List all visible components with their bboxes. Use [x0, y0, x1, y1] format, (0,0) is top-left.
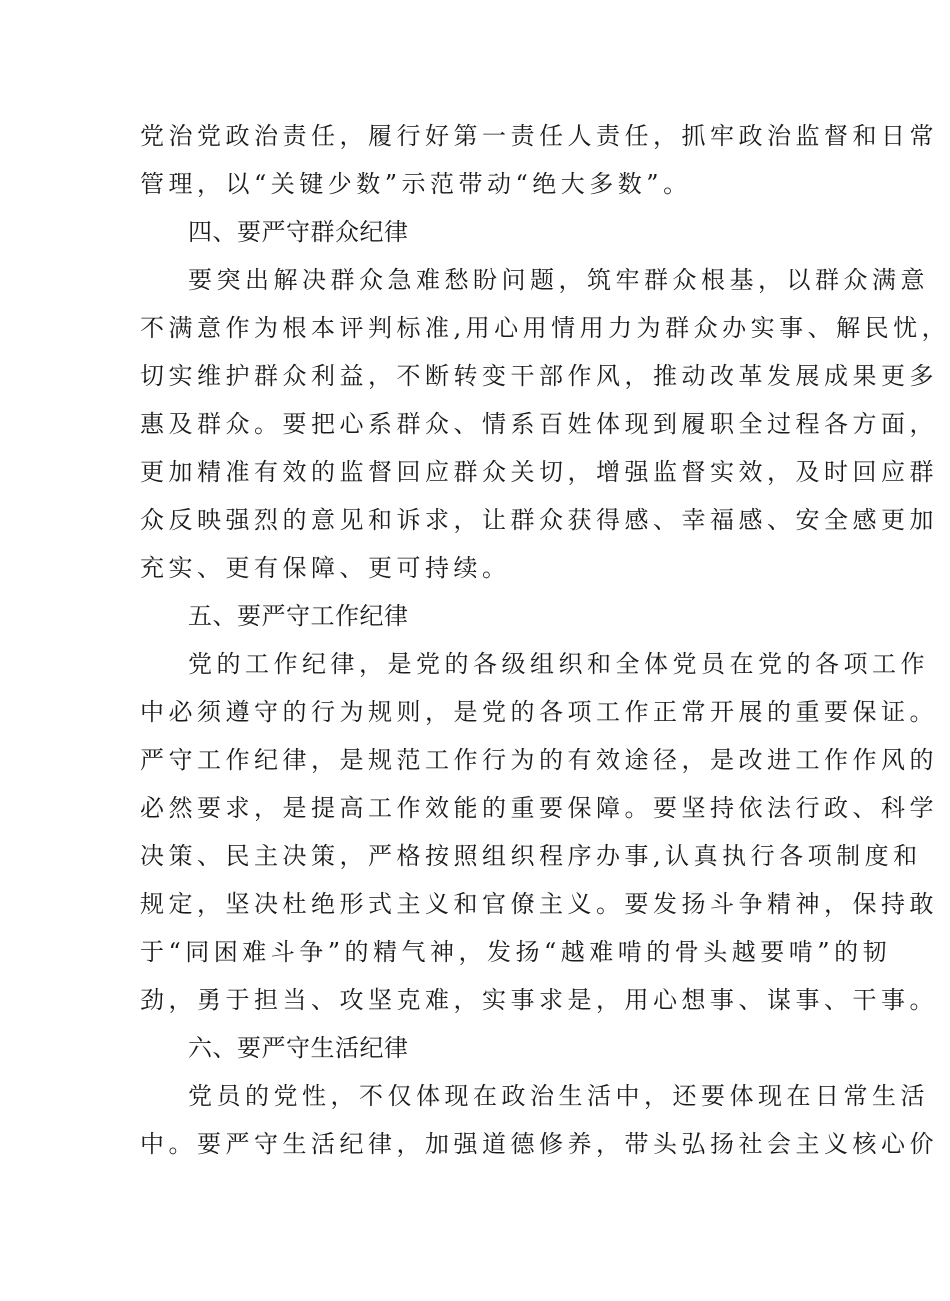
body-line: 惠及群众。要把心系群众、情系百姓体现到履职全过程各方面，	[140, 410, 938, 438]
body-line: 管理，以“关键少数”示范带动“绝大多数”。	[140, 170, 692, 198]
body-line: 于“同困难斗争”的精气神，发扬“越难啃的骨头越要啃”的韧	[140, 938, 892, 966]
document-page	[140, 112, 950, 1168]
paragraph-first-line: 党员的党性，不仅体现在政治生活中，还要体现在日常生活	[188, 1082, 929, 1110]
section-heading-5: 五、要严守工作纪律	[188, 602, 409, 630]
body-line: 严守工作纪律，是规范工作行为的有效途径，是改进工作作风的	[140, 746, 938, 774]
body-line: 中。要严守生活纪律，加强道德修养，带头弘扬社会主义核心价	[140, 1130, 938, 1158]
body-line: 党治党政治责任，履行好第一责任人责任，抓牢政治监督和日常	[140, 122, 938, 150]
body-line: 切实维护群众利益，不断转变干部作风，推动改革发展成果更多	[140, 362, 938, 390]
paragraph-first-line: 党的工作纪律，是党的各级组织和全体党员在党的各项工作	[188, 650, 929, 678]
body-line: 众反映强烈的意见和诉求，让群众获得感、幸福感、安全感更加	[140, 506, 938, 534]
section-heading-4: 四、要严守群众纪律	[188, 218, 409, 246]
paragraph-first-line: 要突出解决群众急难愁盼问题，筑牢群众根基，以群众满意	[188, 266, 929, 294]
body-line: 更加精准有效的监督回应群众关切，增强监督实效，及时回应群	[140, 458, 938, 486]
body-line: 充实、更有保障、更可持续。	[140, 554, 511, 582]
body-line: 决策、民主决策，严格按照组织程序办事,认真执行各项制度和	[140, 842, 922, 870]
body-line: 劲，勇于担当、攻坚克难，实事求是，用心想事、谋事、干事。	[140, 986, 938, 1014]
body-line: 中必须遵守的行为规则，是党的各项工作正常开展的重要保证。	[140, 698, 938, 726]
body-line: 必然要求，是提高工作效能的重要保障。要坚持依法行政、科学	[140, 794, 938, 822]
section-heading-6: 六、要严守生活纪律	[188, 1034, 409, 1062]
body-line: 规定，坚决杜绝形式主义和官僚主义。要发扬斗争精神，保持敢	[140, 890, 938, 918]
body-line: 不满意作为根本评判标准,用心用情用力为群众办实事、解民忧，	[140, 314, 950, 342]
